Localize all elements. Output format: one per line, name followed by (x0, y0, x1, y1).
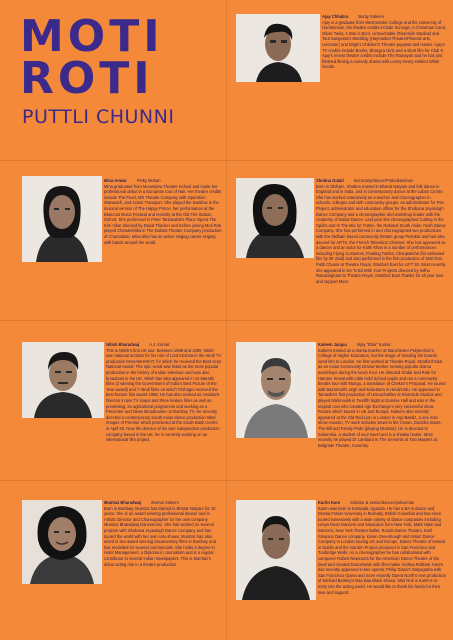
cast-bio-ajay (322, 14, 446, 70)
cast-bio-kartin (318, 500, 446, 595)
cast-role: Bunty Saleem (358, 14, 384, 19)
cast-bio-nitish (106, 342, 222, 443)
cast-bio-text: Born in Oldham, Shobna trained in Bharat Natyam and folk dance in England and in India, and in contemporary dance at the Laban Centre. She has worked extensively as a teacher and choreographer in schools, colleges and with community groups, as administrator for Pan Project, administrator and education officer for the Shobana Jeyasingh Dance Company and a choreographer and workshop leader with the Academy of Indian Dance. Last year she choreographed Cutting in the Spirits and In The Mix for YUMA, the National South Asian Youth Dance Company. She has performed in and choreographed two productions with the Oldham based community theatre group Peshkar and has also danced for ARTS, the French Television Channel. She has appeared as a dancer and an actor for Kathi Khan in a number of performances including Flying Costumes, Floating Tombs, Chaupatiche (for animated film by Mr Zaid) and also performed in the first production of Moti Roti, Puttli Chunni at Theatre Royal, Stratford East for LIFT 93. Most recently she appeared in Do 'N Ed With Your Projects directed by Indhu Rubasingham at Theatre Royal, Stratford East.Thanks for all your love and support Mum. (316, 183, 446, 284)
cast-role: Secretary/dancer/Prakeikasiman (353, 178, 413, 183)
cast-role: A.J. Kumar (149, 342, 170, 347)
cast-role: Pinky Mohan (136, 178, 161, 183)
cast-name: Shobna Gulati (316, 178, 344, 183)
fold-line-3 (0, 480, 453, 481)
cast-name: Mina Anwar (104, 178, 127, 183)
cast-name: Nitish Bharadwaj (106, 342, 140, 347)
cast-bio-text: Karim was born in Kampala, Uganda. He has a BA in dance and Drama Fraser University in Burnaby, British Columbia and has since toured extensively with a wide variety of dance companies including Lesya Dean Dancers and Musicians from New York, Mark Haim and Dancers, New York Theatre Ballet, Ronda Dance Theatre, Emil Simpson Dance company, Karen Greenhough and Imtiaz Dance Company in London touring UK and Europe, Dance Theatre of Ireland in Dublin and the Garden Project produced in San Francisco and Tunbridge Wells. As a choreographer he has collaborated with composer Robert Newcomb for the American Dance Theatre of the Deaf and created Dancetwain with film-maker Andrea Robbek. Karim has recently appeared in two operas: Philip Glass's Satyagraha with San Francisco Opera and more recently Opera North's new production of Michael Berkley's Baa Baa Black Sheep. Moti Roti is Karim's re-entry into the acting world. He would like to thank his family for their love and support. (318, 505, 446, 595)
cast-bio-mumtaz (104, 500, 222, 567)
cast-bio-text: Kaleem trained as a drama teacher at Manchester Polytechnic's College of Higher Education, but the magic of treading the boards lured him to London. He first worked at Theatre Royal, Stratford East as an Asian Community Drama Worker running popular drama workshops during the lunch hour. He directed Ohdar and Rule for Hamare Kewal with Little Hold School pupils and ran a community theatre tour with Mangu, a translation of Chekov's Proposal. He toured with Bazarmall's Urgh and Kala-Bera in Hindi/Urdu. He appeared in Tamasha's first production of Untouchables at Riverside Studios and played Mahmoulik in Twelfth Night at Sunrise Hall and was in the original cast who created Age Exchange's very successful show Routes which toured in UK and Europe. Kaleem also recently appeared at the Old Red Lion in London in Argi-Bandz, a one man show Autumn, TV work includes Jewel in the Crown, Doubles Bouts, The Bill and Family Pride (playing Mumtaz). He is devoted to Sokamhai, a student of soul travel and is a shiatsu healer. Most recently he played Dr Lambard in The Servants at Two Masters at Belgrade Theatre, Coventry. (318, 347, 446, 448)
cast-role: Solicitor & senior/dancer/policeman (350, 500, 415, 505)
page-title (20, 11, 220, 104)
page-subtitle: PUTTLI CHUNNI (22, 106, 175, 128)
cast-name: Kartin Kare (318, 500, 341, 505)
cast-photo-kartin (236, 500, 316, 600)
cast-photo-kaleem (236, 342, 316, 438)
cast-bio-kaleem (318, 342, 446, 448)
cast-name: Mumtaz Bharadwaj (104, 500, 142, 505)
title-line-moti: MOTI (20, 11, 164, 62)
cast-photo-nitish (22, 342, 104, 418)
cast-photo-mumtaz (22, 500, 102, 584)
cast-bio-text: Mina graduated from Mountview Theatre School and made her professional debut in a European tour of Hair. Her theatre credits include The Poorl, ME Theatre Company with Operation Warwatch, and Action Transport. She played the Swallow in the musical version of The Happy Prince, her performance at the Bluecoat Music Festival and recently at the Old Fire Station, Oxford. She performed in Peter Tantrawinit's Place Opera The Kim Vikar directed by David Thacker and before joining Moti Roti played Charulekhika in The Sabina Theatre Company production of Charandasi. Mina also has an active singing career singing with bands around the world. (104, 183, 222, 245)
title-line-roti: ROTI (20, 53, 154, 104)
cast-photo-shobna (236, 178, 314, 258)
fold-line-2 (0, 320, 453, 321)
cast-name: Kaleem Janjua (318, 342, 347, 347)
cast-bio-text: This is Nitish's first UK tour. Between 1988 and 1990, Nitish won national acclaim for his role of Lord Krishna in the Hindi TV production MAHABHARAT, for which he received the Best Actor National Award. The epic serial was listed as the most popular production in the history of Indian television and was also broadcast in the UK. Nitish has also appeared in 10 Marathi films (2 winning the Government of India's Best Picture of the Year award) and 7 Hindi films on which Trishagni received the best feature film award 1988. He has also worked as Assistant Director in two TV soaps and three feature films as well as presenting, an agricultural programme and working as a Presenter and News Broadcaster on Bombay TV. He recently directed a contemporary South Asian dance production titled Images of Premier which premiered at the South Bank Centre in April 93. Now the director of his own independent production company based in the UK, he is currently working on an international film project. (106, 347, 222, 443)
fold-line-1 (0, 160, 453, 161)
cast-bio-text: Born in Bombay, Mumtaz has trained in Bharat Natyam for 10 years. She is an award winning professional dancer and is Artistic Director and Choreographer for her own company Mumtaz Bharadwaj Dancetronix. She has worked on several projects with Shobana Jeyasingh Dance Company and has toured the world with her own solo shows. Mumtaz has also acted in two award winning documentary films in Bombay and has modelled for several commercials. She holds a degree in Hotel Management, a Diploma in Journalism and is a regular contributor to several Indian Newspapers. This is Mumtaz's debut acting role in a theatre production. (104, 505, 216, 567)
cast-photo-mina (22, 176, 102, 262)
cast-bio-mina (104, 178, 222, 245)
cast-photo-ajay (236, 14, 320, 82)
cast-bio-text: Ajay is a graduate from Westminster College and the University of Humberside. His theatre credits include Scrooge, A Christmas Carol, Oliver Twist, A Star is Born, Untouchable (Riverside Studios) and Tout Sangeeta's Wedding (Haymarket Theatre/Phoenix arts, Leicester) and Birgit's Children's Theatre puppets and masks. Ajay's TV credits include Boohs, Bhangra Girls and a short film for Club X. Ajay's recent theatre credits include The Ramayan and he has just finished filming a comedy drama with Lenny Henry entitled White Goods. (322, 19, 447, 70)
cast-role: Zeenat Saleem (151, 500, 179, 505)
cast-role: Vijay "Bhai" Kumar (356, 342, 391, 347)
cast-name: Ajay Chhabra (322, 14, 349, 19)
cast-bio-shobna (316, 178, 446, 284)
